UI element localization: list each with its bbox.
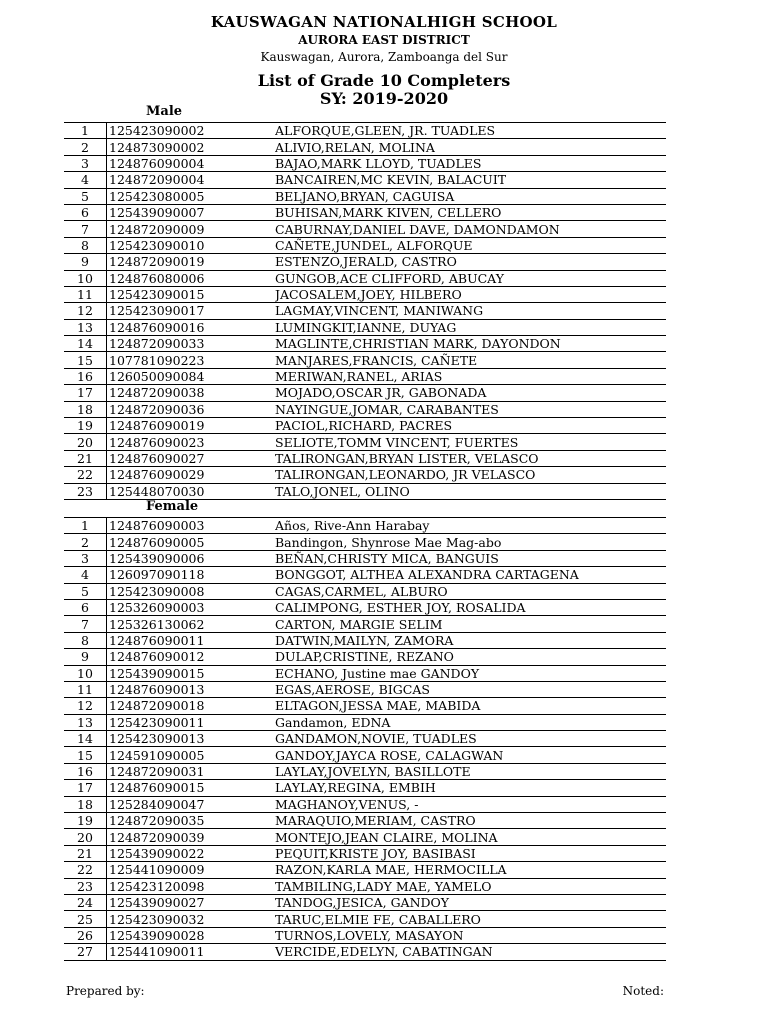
row-number: 3 bbox=[64, 155, 107, 171]
lrn-cell: 125423090017 bbox=[107, 303, 276, 319]
row-number: 13 bbox=[64, 714, 107, 730]
student-name-cell: TAMBILING,LADY MAE, YAMELO bbox=[275, 878, 666, 894]
student-name-cell: TALIRONGAN,LEONARDO, JR VELASCO bbox=[275, 467, 666, 483]
row-number: 4 bbox=[64, 567, 107, 583]
table-row bbox=[64, 714, 666, 730]
table-row bbox=[64, 418, 666, 434]
lrn-cell: 125423090032 bbox=[107, 911, 276, 927]
lrn-cell: 124591090005 bbox=[107, 747, 276, 763]
table-row bbox=[64, 123, 666, 139]
lrn-cell: 125441090009 bbox=[107, 862, 276, 878]
row-number: 17 bbox=[64, 385, 107, 401]
lrn-cell: 124876090013 bbox=[107, 681, 276, 697]
table-row bbox=[64, 616, 666, 632]
lrn-cell: 125439090028 bbox=[107, 927, 276, 943]
lrn-cell: 125326090003 bbox=[107, 599, 276, 615]
table-row bbox=[64, 796, 666, 812]
lrn-cell: 124876090029 bbox=[107, 467, 276, 483]
table-row bbox=[64, 944, 666, 960]
student-name-cell: GANDOY,JAYCA ROSE, CALAGWAN bbox=[275, 747, 666, 763]
lrn-cell: 124872090038 bbox=[107, 385, 276, 401]
lrn-cell: 124872090035 bbox=[107, 813, 276, 829]
student-name-cell: TANDOG,JESICA, GANDOY bbox=[275, 894, 666, 910]
student-name-cell: TARUC,ELMIE FE, CABALLERO bbox=[275, 911, 666, 927]
lrn-cell: 125439090007 bbox=[107, 204, 276, 220]
table-row bbox=[64, 780, 666, 796]
student-name-cell: JACOSALEM,JOEY, HILBERO bbox=[275, 286, 666, 302]
student-name-cell: NAYINGUE,JOMAR, CARABANTES bbox=[275, 401, 666, 417]
lrn-cell: 124872090031 bbox=[107, 763, 276, 779]
table-row bbox=[64, 139, 666, 155]
row-number: 22 bbox=[64, 467, 107, 483]
school-address: Kauswagan, Aurora, Zamboanga del Sur bbox=[260, 50, 508, 64]
row-number: 5 bbox=[64, 583, 107, 599]
student-name-cell: PACIOL,RICHARD, PACRES bbox=[275, 418, 666, 434]
student-name-cell: EGAS,AEROSE, BIGCAS bbox=[275, 681, 666, 697]
student-name-cell: MANJARES,FRANCIS, CAÑETE bbox=[275, 352, 666, 368]
student-name-cell: CARTON, MARGIE SELIM bbox=[275, 616, 666, 632]
student-name-cell: PEQUIT,KRISTE JOY, BASIBASI bbox=[275, 845, 666, 861]
student-name-cell: BELJANO,BRYAN, CAGUISA bbox=[275, 188, 666, 204]
table-row bbox=[64, 254, 666, 270]
student-name-cell: VERCIDE,EDELYN, CABATINGAN bbox=[275, 944, 666, 960]
lrn-cell: 125326130062 bbox=[107, 616, 276, 632]
school-year: SY: 2019-2020 bbox=[319, 89, 449, 108]
student-name-cell: BONGGOT, ALTHEA ALEXANDRA CARTAGENA bbox=[275, 567, 666, 583]
student-name-cell: ECHANO, Justine mae GANDOY bbox=[275, 665, 666, 681]
table-row bbox=[64, 483, 666, 499]
table-row bbox=[64, 467, 666, 483]
row-number: 9 bbox=[64, 649, 107, 665]
lrn-cell: 124876090004 bbox=[107, 155, 276, 171]
student-name-cell: LAGMAY,VINCENT, MANIWANG bbox=[275, 303, 666, 319]
row-number: 10 bbox=[64, 665, 107, 681]
row-number: 5 bbox=[64, 188, 107, 204]
table-row bbox=[64, 188, 666, 204]
student-name-cell: MOJADO,OSCAR JR, GABONADA bbox=[275, 385, 666, 401]
table-row bbox=[64, 813, 666, 829]
student-name-cell: CALIMPONG, ESTHER JOY, ROSALIDA bbox=[275, 599, 666, 615]
student-name-cell: RAZON,KARLA MAE, HERMOCILLA bbox=[275, 862, 666, 878]
row-number: 10 bbox=[64, 270, 107, 286]
lrn-cell: 125441090011 bbox=[107, 944, 276, 960]
lrn-cell: 107781090223 bbox=[107, 352, 276, 368]
row-number: 15 bbox=[64, 747, 107, 763]
lrn-cell: 125439090006 bbox=[107, 550, 276, 566]
lrn-cell: 125439090027 bbox=[107, 894, 276, 910]
student-name-cell: ELTAGON,JESSA MAE, MABIDA bbox=[275, 698, 666, 714]
table-row bbox=[64, 681, 666, 697]
table-row bbox=[64, 237, 666, 253]
student-name-cell: BAJAO,MARK LLOYD, TUADLES bbox=[275, 155, 666, 171]
table-row bbox=[64, 845, 666, 861]
student-name-cell: MAGHANOY,VENUS, - bbox=[275, 796, 666, 812]
row-number: 12 bbox=[64, 303, 107, 319]
student-name-cell: TURNOS,LOVELY, MASAYON bbox=[275, 927, 666, 943]
row-number: 16 bbox=[64, 763, 107, 779]
lrn-cell: 125423080005 bbox=[107, 188, 276, 204]
row-number: 9 bbox=[64, 254, 107, 270]
lrn-cell: 124872090036 bbox=[107, 401, 276, 417]
table-row bbox=[64, 518, 666, 534]
row-number: 7 bbox=[64, 616, 107, 632]
lrn-cell: 124876090027 bbox=[107, 450, 276, 466]
lrn-cell: 124872090004 bbox=[107, 172, 276, 188]
lrn-cell: 125284090047 bbox=[107, 796, 276, 812]
male-section-label: Male bbox=[146, 104, 183, 119]
row-number: 20 bbox=[64, 829, 107, 845]
table-row bbox=[64, 567, 666, 583]
table-row bbox=[64, 632, 666, 648]
row-number: 20 bbox=[64, 434, 107, 450]
lrn-cell: 124876090019 bbox=[107, 418, 276, 434]
row-number: 6 bbox=[64, 204, 107, 220]
student-name-cell: GUNGOB,ACE CLIFFORD, ABUCAY bbox=[275, 270, 666, 286]
student-name-cell: DATWIN,MAILYN, ZAMORA bbox=[275, 632, 666, 648]
student-name-cell: BUHISAN,MARK KIVEN, CELLERO bbox=[275, 204, 666, 220]
female-completers-table bbox=[64, 517, 666, 961]
table-row bbox=[64, 599, 666, 615]
lrn-cell: 126050090084 bbox=[107, 368, 276, 384]
student-name-cell: LUMINGKIT,IANNE, DUYAG bbox=[275, 319, 666, 335]
lrn-cell: 124872090019 bbox=[107, 254, 276, 270]
table-row bbox=[64, 927, 666, 943]
row-number: 2 bbox=[64, 534, 107, 550]
prepared-by-label: Prepared by: bbox=[66, 984, 145, 998]
lrn-cell: 124872090039 bbox=[107, 829, 276, 845]
row-number: 24 bbox=[64, 894, 107, 910]
row-number: 21 bbox=[64, 845, 107, 861]
row-number: 3 bbox=[64, 550, 107, 566]
student-name-cell: TALIRONGAN,BRYAN LISTER, VELASCO bbox=[275, 450, 666, 466]
table-row bbox=[64, 401, 666, 417]
table-row bbox=[64, 221, 666, 237]
lrn-cell: 124872090033 bbox=[107, 336, 276, 352]
lrn-cell: 125439090022 bbox=[107, 845, 276, 861]
row-number: 18 bbox=[64, 401, 107, 417]
table-row bbox=[64, 434, 666, 450]
row-number: 27 bbox=[64, 944, 107, 960]
student-name-cell: ALIVIO,RELAN, MOLINA bbox=[275, 139, 666, 155]
student-name-cell: Años, Rive-Ann Harabay bbox=[275, 518, 666, 534]
student-name-cell: MERIWAN,RANEL, ARIAS bbox=[275, 368, 666, 384]
table-row bbox=[64, 829, 666, 845]
table-row bbox=[64, 172, 666, 188]
table-row bbox=[64, 894, 666, 910]
row-number: 23 bbox=[64, 483, 107, 499]
table-row bbox=[64, 649, 666, 665]
lrn-cell: 124872090018 bbox=[107, 698, 276, 714]
row-number: 18 bbox=[64, 796, 107, 812]
lrn-cell: 125423090011 bbox=[107, 714, 276, 730]
lrn-cell: 125423090002 bbox=[107, 123, 276, 139]
table-row bbox=[64, 303, 666, 319]
table-row bbox=[64, 319, 666, 335]
table-row bbox=[64, 878, 666, 894]
lrn-cell: 125439090015 bbox=[107, 665, 276, 681]
lrn-cell: 124876090016 bbox=[107, 319, 276, 335]
student-name-cell: TALO,JONEL, OLINO bbox=[275, 483, 666, 499]
row-number: 14 bbox=[64, 336, 107, 352]
female-section-label: Female bbox=[146, 499, 199, 514]
row-number: 13 bbox=[64, 319, 107, 335]
lrn-cell: 125448070030 bbox=[107, 483, 276, 499]
table-row bbox=[64, 450, 666, 466]
lrn-cell: 124876090012 bbox=[107, 649, 276, 665]
school-name: KAUSWAGAN NATIONALHIGH SCHOOL bbox=[210, 13, 558, 31]
student-name-cell: DULAP,CRISTINE, REZANO bbox=[275, 649, 666, 665]
row-number: 12 bbox=[64, 698, 107, 714]
student-name-cell: ESTENZO,JERALD, CASTRO bbox=[275, 254, 666, 270]
lrn-cell: 125423120098 bbox=[107, 878, 276, 894]
lrn-cell: 124876080006 bbox=[107, 270, 276, 286]
lrn-cell: 125423090013 bbox=[107, 731, 276, 747]
row-number: 7 bbox=[64, 221, 107, 237]
student-name-cell: ALFORQUE,GLEEN, JR. TUADLES bbox=[275, 123, 666, 139]
student-name-cell: CABURNAY,DANIEL DAVE, DAMONDAMON bbox=[275, 221, 666, 237]
table-row bbox=[64, 698, 666, 714]
row-number: 22 bbox=[64, 862, 107, 878]
student-name-cell: MONTEJO,JEAN CLAIRE, MOLINA bbox=[275, 829, 666, 845]
lrn-cell: 124876090023 bbox=[107, 434, 276, 450]
row-number: 16 bbox=[64, 368, 107, 384]
row-number: 1 bbox=[64, 123, 107, 139]
row-number: 19 bbox=[64, 813, 107, 829]
lrn-cell: 124876090003 bbox=[107, 518, 276, 534]
table-row bbox=[64, 336, 666, 352]
district-name: AURORA EAST DISTRICT bbox=[298, 33, 470, 47]
student-name-cell: BEÑAN,CHRISTY MICA, BANGUIS bbox=[275, 550, 666, 566]
row-number: 1 bbox=[64, 518, 107, 534]
lrn-cell: 124872090009 bbox=[107, 221, 276, 237]
table-row bbox=[64, 665, 666, 681]
row-number: 4 bbox=[64, 172, 107, 188]
lrn-cell: 124876090011 bbox=[107, 632, 276, 648]
row-number: 2 bbox=[64, 139, 107, 155]
table-row bbox=[64, 911, 666, 927]
table-row bbox=[64, 385, 666, 401]
table-row bbox=[64, 534, 666, 550]
student-name-cell: BANCAIREN,MC KEVIN, BALACUIT bbox=[275, 172, 666, 188]
table-row bbox=[64, 352, 666, 368]
table-row bbox=[64, 286, 666, 302]
student-name-cell: CAGAS,CARMEL, ALBURO bbox=[275, 583, 666, 599]
table-row bbox=[64, 368, 666, 384]
row-number: 6 bbox=[64, 599, 107, 615]
student-name-cell: GANDAMON,NOVIE, TUADLES bbox=[275, 731, 666, 747]
row-number: 19 bbox=[64, 418, 107, 434]
table-row bbox=[64, 550, 666, 566]
document-title: List of Grade 10 Completers bbox=[257, 71, 511, 90]
student-name-cell: SELIOTE,TOMM VINCENT, FUERTES bbox=[275, 434, 666, 450]
student-name-cell: MARAQUIO,MERIAM, CASTRO bbox=[275, 813, 666, 829]
table-row bbox=[64, 270, 666, 286]
row-number: 8 bbox=[64, 237, 107, 253]
lrn-cell: 126097090118 bbox=[107, 567, 276, 583]
lrn-cell: 124876090005 bbox=[107, 534, 276, 550]
row-number: 8 bbox=[64, 632, 107, 648]
row-number: 26 bbox=[64, 927, 107, 943]
lrn-cell: 125423090010 bbox=[107, 237, 276, 253]
student-name-cell: LAYLAY,REGINA, EMBIH bbox=[275, 780, 666, 796]
student-name-cell: CAÑETE,JUNDEL, ALFORQUE bbox=[275, 237, 666, 253]
student-name-cell: MAGLINTE,CHRISTIAN MARK, DAYONDON bbox=[275, 336, 666, 352]
row-number: 17 bbox=[64, 780, 107, 796]
table-row bbox=[64, 204, 666, 220]
noted-label: Noted: bbox=[622, 984, 664, 998]
table-row bbox=[64, 747, 666, 763]
lrn-cell: 125423090015 bbox=[107, 286, 276, 302]
student-name-cell: Bandingon, Shynrose Mae Mag-abo bbox=[275, 534, 666, 550]
table-row bbox=[64, 155, 666, 171]
row-number: 15 bbox=[64, 352, 107, 368]
row-number: 23 bbox=[64, 878, 107, 894]
table-row bbox=[64, 763, 666, 779]
row-number: 14 bbox=[64, 731, 107, 747]
student-name-cell: LAYLAY,JOVELYN, BASILLOTE bbox=[275, 763, 666, 779]
table-row bbox=[64, 862, 666, 878]
male-completers-table bbox=[64, 122, 666, 500]
row-number: 21 bbox=[64, 450, 107, 466]
lrn-cell: 124873090002 bbox=[107, 139, 276, 155]
row-number: 25 bbox=[64, 911, 107, 927]
lrn-cell: 124876090015 bbox=[107, 780, 276, 796]
table-row bbox=[64, 731, 666, 747]
row-number: 11 bbox=[64, 286, 107, 302]
table-row bbox=[64, 583, 666, 599]
lrn-cell: 125423090008 bbox=[107, 583, 276, 599]
student-name-cell: Gandamon, EDNA bbox=[275, 714, 666, 730]
row-number: 11 bbox=[64, 681, 107, 697]
